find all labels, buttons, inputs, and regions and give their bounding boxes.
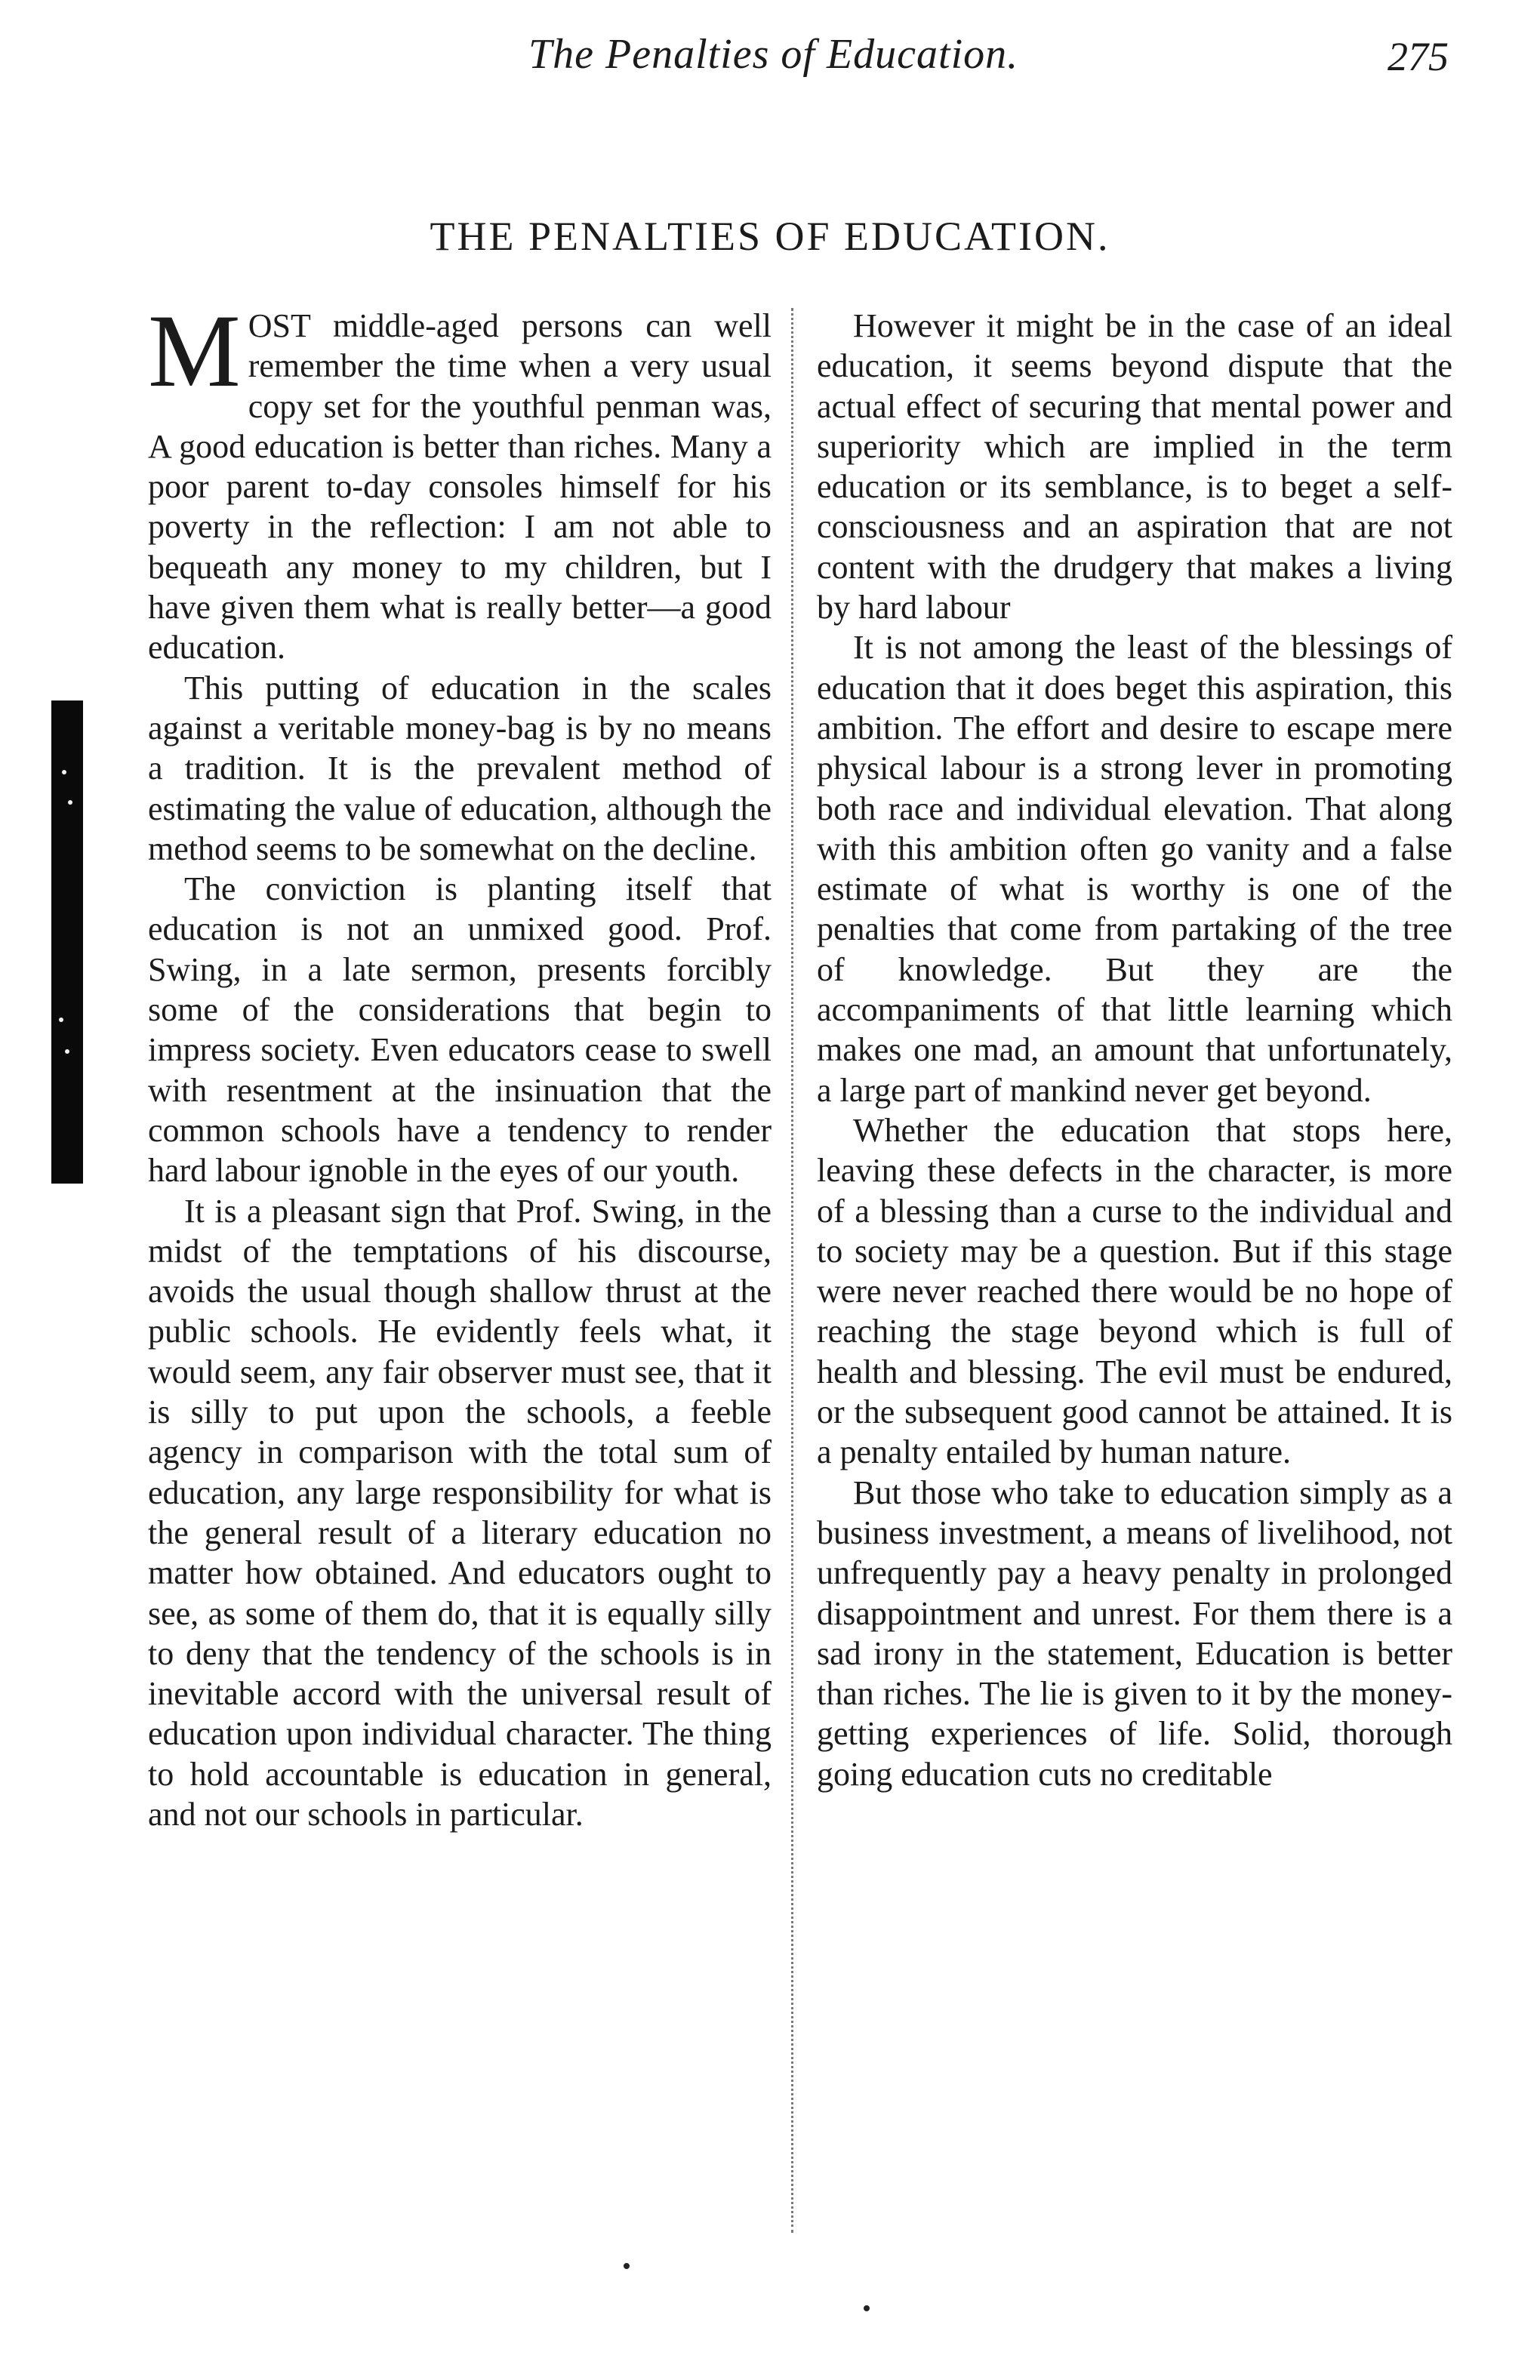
paragraph: It is not among the least of the blessings of education that it does beget this aspiration, this ambition. The effort and desire to escape mere physical labour is a strong lever in promoting both race and individual elevation. That along with this ambition often go vanity and a false estimate of what is worthy is one of the penalties that come from partaking of the tree of knowledge. But they are the accompaniments of that little learning which makes one mad, an amount that unfortunately, a large part of mankind never get beyond.: [817, 629, 1452, 1109]
paragraph: The conviction is planting itself that education is not an unmixed good. Prof. Swing, in a late sermon, presents forcibly some of the considerations that begin to impress society. Even educators cease to swell with resentment at the insinuation that the common schools have a tendency to render hard labour ignoble in the eyes of our youth.: [148, 870, 772, 1190]
paragraph: It is a pleasant sign that Prof. Swing, in the midst of the temptations of his discourse, avoids the usual though shallow thrust at the public schools. He evidently feels what, it would seem, any fair observer must see, that it is silly to put upon the schools, a feeble agency in comparison with the total sum of education, any large responsibility for what is the general result of a literary education no matter how obtained. And educators ought to see, as some of them do, that it is equally silly to deny that the tendency of the schools is in inevitable accord with the universal result of education upon individual character. The thing to hold accountable is education in general, and not our schools in particular.: [148, 1192, 772, 1833]
margin-speck: [68, 800, 72, 805]
running-title: The Penalties of Education.: [528, 31, 1019, 78]
margin-speck: [59, 1018, 63, 1022]
column-divider: [791, 308, 796, 2233]
margin-speck: [65, 1049, 69, 1054]
print-speck: [864, 2305, 870, 2311]
paragraph: However it might be in the case of an ideal education, it seems beyond dispute that the actual effect of securing that mental power and superiority which are implied in the term education or its semblance, is to beget a self-consciousness and an aspiration that are not content with the drudgery that makes a living by hard labour: [817, 307, 1452, 627]
paragraph: [148, 293, 772, 668]
page-number: 275: [1388, 34, 1449, 79]
drop-cap: M: [148, 293, 241, 408]
paragraph: But those who take to education simply as a business investment, a means of livelihood, not unfrequently pay a heavy penalty in prolonged disappointment and unrest. For them there is a sad irony in the statement, Education is better than riches. The lie is given to it by the money-getting experiences of life. Solid, thorough going education cuts no creditable: [817, 1473, 1452, 1793]
paragraph: Whether the education that stops here, leaving these defects in the character, is more of a blessing than a curse to the individual and to society may be a question. But if this stage were never reached there would be no hope of reaching the stage beyond which is full of health and blessing. The evil must be endured, or the subsequent good cannot be attained. It is a penalty entailed by human nature.: [817, 1111, 1452, 1471]
running-header: [0, 30, 1540, 98]
article-title: THE PENALTIES OF EDUCATION.: [430, 214, 1110, 259]
left-column: [148, 293, 772, 1834]
right-column: [817, 306, 1452, 1794]
margin-binding-mark: [51, 700, 83, 1184]
margin-speck: [62, 770, 66, 774]
print-speck: [624, 2263, 630, 2269]
paragraph: This putting of education in the scales against a veritable money-bag is by no means a tradition. It is the prevalent method of estimating the value of education, although the method seems to be somewhat on the decline.: [148, 669, 772, 867]
paragraph-text: OST middle-aged persons can well remember the time when a very usual copy set for the youthful penman was, A good education is better than riches. Many a poor parent to-day consoles himself for his poverty in the reflection: I am not able to bequeath any money to my children, but I have given them what is really better—a good education.: [148, 307, 772, 667]
